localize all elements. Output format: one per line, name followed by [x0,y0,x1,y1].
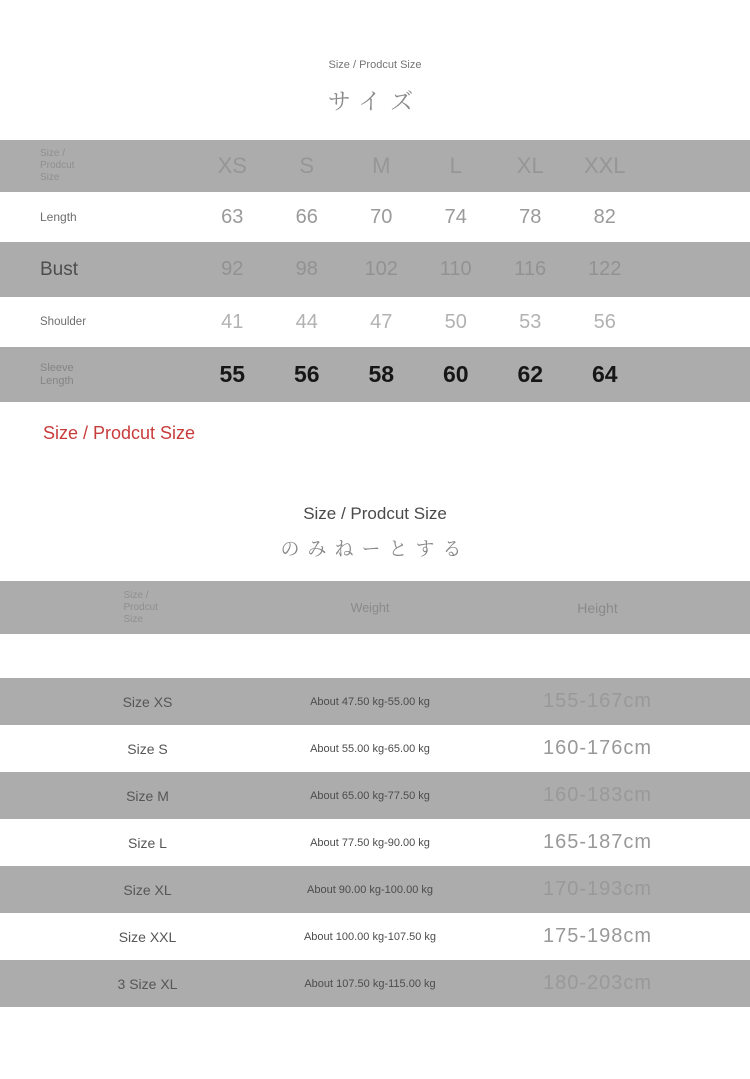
column-header-xl: XL [516,153,544,178]
table-row [0,347,750,402]
length-xl: 78 [519,205,542,228]
sleeve-m: 58 [368,361,395,387]
length-m: 70 [370,205,393,228]
table-row [0,678,750,725]
fit-weight-xl: About 90.00 kg-100.00 kg [307,883,433,896]
fit-height-xs: 155-167cm [542,690,653,712]
page-title: サイズ [327,88,423,114]
fit-section-header [0,504,750,561]
shoulder-m: 47 [370,310,393,333]
fit-size-l: Size L [128,834,167,851]
column-header-m: M [372,153,391,178]
bust-l: 110 [439,258,472,280]
length-xxl: 82 [593,205,616,228]
bust-s: 98 [295,258,318,280]
fit-table-spacer [0,634,750,678]
measurement-table [0,140,750,402]
fit-table-header [0,581,750,634]
table-row [0,242,750,297]
table-row [0,725,750,772]
length-l: 74 [444,205,467,228]
fit-size-xxl: Size XXL [118,928,177,945]
fit-header-height: Height [577,599,618,616]
table-row [0,960,750,1007]
shoulder-s: 44 [295,310,318,333]
fit-weight-m: About 65.00 kg-77.50 kg [310,789,430,802]
row-label-shoulder: Shoulder [40,316,87,328]
fit-size-s: Size S [127,740,168,757]
table-row [0,819,750,866]
fit-weight-l: About 77.50 kg-90.00 kg [310,836,430,849]
fit-height-l: 165-187cm [542,831,653,853]
table-row [0,772,750,819]
row-label-bust: Bust [40,258,79,280]
shoulder-xxl: 56 [593,310,616,333]
table-row [0,297,750,347]
fit-weight-s: About 55.00 kg-65.00 kg [310,742,430,755]
length-s: 66 [295,205,318,228]
fit-size-m: Size M [126,787,169,804]
fit-weight-xxl: About 100.00 kg-107.50 kg [303,930,437,943]
fit-section-title: のみねーとする [280,539,470,560]
sleeve-xl: 62 [517,361,544,387]
bust-xxl: 122 [588,258,622,280]
red-size-note: Size / Prodcut Size [43,423,196,443]
shoulder-xs: 41 [221,310,244,333]
fit-weight-xs: About 47.50 kg-55.00 kg [310,695,430,708]
fit-table [0,581,750,1007]
column-header-xs: XS [217,153,247,178]
shoulder-l: 50 [444,310,467,333]
sleeve-xs: 55 [219,361,246,387]
fit-height-m: 160-183cm [542,784,653,806]
table-row [0,866,750,913]
table-row [0,192,750,242]
fit-weight-3xl: About 107.50 kg-115.00 kg [304,977,436,990]
column-header-xxl: XXL [583,153,626,178]
bust-xl: 116 [514,258,547,280]
bust-m: 102 [364,258,398,280]
column-header-l: L [449,153,462,178]
bust-xs: 92 [221,258,244,280]
sleeve-l: 60 [442,361,469,387]
fit-height-xl: 170-193cm [542,878,653,900]
fit-header-label: Size / Prodcut Size [123,589,158,625]
measurement-header-label: Size / Prodcut Size [40,148,75,183]
row-label-sleeve-length: Sleeve Length [40,361,74,387]
column-header-s: S [299,153,315,178]
fit-size-xs: Size XS [122,693,173,710]
fit-size-3xl: 3 Size XL [117,975,178,992]
fit-height-3xl: 180-203cm [542,972,653,994]
fit-section-subtitle: Size / Prodcut Size [303,504,447,523]
sleeve-xxl: 64 [591,361,618,387]
length-xs: 63 [221,205,244,228]
page-subtitle: Size / Prodcut Size [328,59,422,71]
row-label-length: Length [40,210,77,224]
measurement-table-header [0,140,750,192]
table-row [0,913,750,960]
fit-height-xxl: 175-198cm [542,925,653,947]
fit-header-weight: Weight [350,600,390,615]
sleeve-s: 56 [293,361,320,387]
page-header [0,0,750,115]
fit-height-s: 160-176cm [542,737,653,759]
fit-size-xl: Size XL [123,881,172,898]
shoulder-xl: 53 [519,310,542,333]
